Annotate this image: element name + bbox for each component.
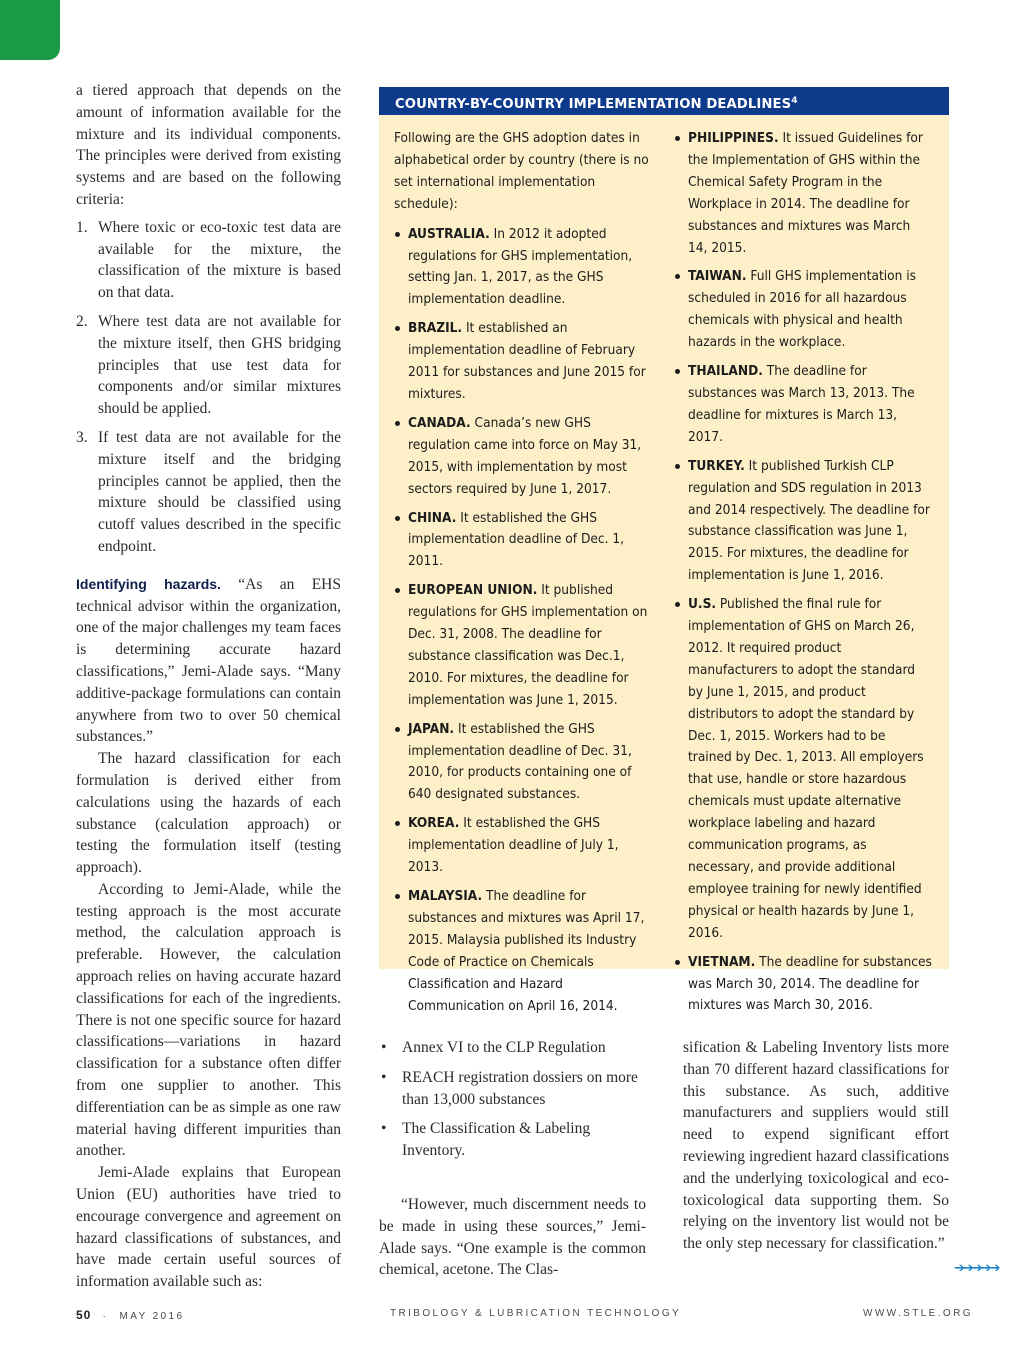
country-item bbox=[674, 361, 932, 449]
criteria-item bbox=[76, 311, 341, 420]
quote-paragraph: “However, much discernment needs to be made in using these sources,” Jemi-Alade says. “One example is the common chemical, acetone. The Clas- bbox=[379, 1195, 646, 1279]
country-item bbox=[674, 952, 932, 1018]
country-text: Full GHS implementation is scheduled in 2016 for all hazardous chemicals with physical and health hazards in the workplace. bbox=[688, 268, 917, 351]
country-text: It published Turkish CLP regulation and SDS regulation in 2013 and 2014 respectively. The deadline for substance classification was June 1, 2015. For mixtures, the deadline for implementation is June 1, 2016. bbox=[688, 457, 930, 584]
sidebar-title bbox=[379, 87, 949, 115]
criteria-number: 1. bbox=[76, 218, 88, 236]
country-item bbox=[394, 224, 656, 312]
issue-date: MAY 2016 bbox=[119, 1311, 185, 1322]
country-text: It established an implementation deadline of February 2011 for substances and June 2015 for mixtures. bbox=[408, 320, 646, 402]
country-name: TAIWAN. bbox=[688, 268, 747, 285]
country-text: It issued Guidelines for the Implementation of GHS within the Chemical Safety Program in the Workplace in 2014. The deadline for substances and mixtures was March 14, 2015. bbox=[688, 130, 923, 256]
country-item bbox=[394, 413, 656, 501]
country-item bbox=[394, 813, 656, 879]
country-name: THAILAND. bbox=[688, 363, 763, 380]
country-text: It established the GHS implementation deadline of Dec. 1, 2011. bbox=[408, 509, 625, 570]
country-name: KOREA. bbox=[408, 815, 460, 832]
sources-list bbox=[379, 1037, 646, 1162]
country-name: TURKEY. bbox=[688, 457, 745, 474]
continued-paragraph: sification & Labeling Inventory lists more than 70 different hazard classifications for this substance. As such, additive manufacturers and suppliers would still need to expend significant effort reviewing ingredient hazard classifications and the underlying toxicological and eco-toxicological data supporting them. So relying on the inventory list would not be the only step necessary for classification.” bbox=[683, 1039, 949, 1253]
left-column bbox=[76, 80, 341, 1293]
country-item bbox=[674, 456, 932, 587]
footnote-ref: 4 bbox=[791, 96, 798, 106]
country-text: Canada’s new GHS regulation came into force on May 31, 2015, with implementation by most sectors required by June 1, 2017. bbox=[408, 414, 642, 497]
country-name: BRAZIL. bbox=[408, 320, 463, 337]
country-text: It established the GHS implementation deadline of July 1, 2013. bbox=[408, 815, 619, 876]
country-item bbox=[394, 580, 656, 711]
website-link[interactable]: WWW.STLE.ORG bbox=[863, 1308, 973, 1319]
body-paragraph: Jemi-Alade explains that European Union (EU) authorities have tried to encourage convergence and agreement on hazard classifications of substances, and have made certain useful sources of information available such as: bbox=[76, 1164, 341, 1291]
country-name: U.S. bbox=[688, 596, 717, 613]
criteria-text: If test data are not available for the mixture itself and the bridging principles cannot be applied, then the mixture should be classified using cutoff values described in the specific endpoint. bbox=[98, 428, 341, 555]
hazards-paragraph bbox=[76, 574, 341, 748]
footer-separator: · bbox=[102, 1311, 109, 1322]
country-text: It established the GHS implementation deadline of Dec. 31, 2010, for products containing one of 640 designated substances. bbox=[408, 720, 632, 803]
country-text: The deadline for substances was March 13, 2013. The deadline for mixtures is March 13, 2017. bbox=[688, 363, 915, 445]
country-name: JAPAN. bbox=[408, 720, 455, 737]
country-text: Published the final rule for implementation of GHS on March 26, 2012. It required product manufacturers to adopt the standard by June 1, 2015, and product distributors to adopt the standard by Dec. 1, 2015. Workers had to be trained by Dec. 1, 2013. All employers that use, handle or store hazardous chemicals must update alternative workplace labeling and hazard communication programs, as necessary, and provide additional employee training for newly identified physical or health hazards by June 1, 2016. bbox=[688, 596, 924, 941]
country-name: MALAYSIA. bbox=[408, 888, 483, 904]
country-list bbox=[674, 128, 932, 1017]
right-column bbox=[683, 1037, 949, 1255]
criteria-number: 2. bbox=[76, 312, 88, 330]
section-tab-marker bbox=[0, 0, 60, 60]
country-item bbox=[394, 318, 656, 406]
country-text: It published regulations for GHS implementation on Dec. 31, 2008. The deadline for substance classification was Dec.1, 2010. For mixtures, the deadline for implementation was June 1, 2015. bbox=[408, 582, 648, 708]
hazards-heading: Identifying hazards. bbox=[76, 575, 221, 592]
criteria-item bbox=[76, 217, 341, 304]
country-item bbox=[674, 594, 932, 945]
criteria-number: 3. bbox=[76, 428, 88, 446]
sidebar-column-right bbox=[674, 128, 932, 1024]
body-paragraph: The hazard classification for each formulation is derived either from calculations using the hazards of each substance (calculation approach) or testing the formulation itself (testing approach). bbox=[76, 750, 341, 877]
publication-name: TRIBOLOGY & LUBRICATION TECHNOLOGY bbox=[390, 1308, 682, 1319]
country-item bbox=[674, 128, 932, 259]
footer-left bbox=[76, 1308, 184, 1322]
intro-paragraph: a tiered approach that depends on the amount of information available for the mixture and its individual components. The principles were derived from existing systems and are based on the following criteria: bbox=[76, 82, 341, 208]
country-list bbox=[394, 224, 656, 1018]
country-item bbox=[394, 508, 656, 574]
country-name: AUSTRALIA. bbox=[408, 225, 490, 242]
country-name: CHINA. bbox=[408, 509, 457, 526]
sidebar-intro: Following are the GHS adoption dates in alphabetical order by country (there is no set international implementation schedule): bbox=[394, 130, 649, 212]
country-text: In 2012 it adopted regulations for GHS implementation, setting Jan. 1, 2017, as the GHS implementation deadline. bbox=[408, 225, 633, 308]
body-paragraph: According to Jemi-Alade, while the testing approach is the most accurate method, the calculation approach is preferable. However, the calculation approach relies on having accurate hazard classifications for each of the ingredients. There is not one specific source for hazard classifications—variations in hazard classification for a substance often differ from one supplier to another. This differentiation can be as simple as one raw material having different impurities than another. bbox=[76, 880, 341, 1160]
country-name: VIETNAM. bbox=[688, 953, 756, 970]
source-item: • REACH registration dossiers on more than 13,000 substances bbox=[379, 1067, 646, 1111]
criteria-text: Where toxic or eco-toxic test data are available for the mixture, the classification of the mixture is based on that data. bbox=[98, 218, 341, 302]
country-name: PHILIPPINES. bbox=[688, 130, 779, 146]
criteria-item bbox=[76, 427, 341, 558]
country-item bbox=[394, 886, 656, 1017]
source-item: • The Classification & Labeling Inventory. bbox=[379, 1118, 646, 1162]
page-number: 50 bbox=[76, 1308, 92, 1322]
country-name: CANADA. bbox=[408, 414, 471, 431]
country-item bbox=[674, 266, 932, 354]
hazards-text: “As an EHS technical advisor within the organization, one of the major challenges my team faces is determining accurate hazard classifications,” Jemi-Alade says. “Many additive-package formulations can contain anywhere from two to over 50 chemical substances.” bbox=[76, 575, 341, 746]
continue-arrows-icon: ➔➔➔➔➔ bbox=[954, 1261, 999, 1276]
source-item: • Annex VI to the CLP Regulation bbox=[379, 1037, 646, 1059]
criteria-list bbox=[76, 217, 341, 558]
country-item bbox=[394, 719, 656, 807]
country-text: The deadline for substances and mixtures was April 17, 2015. Malaysia published its Industry Code of Practice on Chemicals Classification and Hazard Communication on April 16, 2014. bbox=[408, 888, 645, 1014]
middle-column bbox=[379, 1037, 646, 1281]
implementation-deadlines-sidebar bbox=[379, 87, 949, 1014]
country-name: EUROPEAN UNION. bbox=[408, 582, 538, 599]
country-text: The deadline for substances was March 30, 2014. The deadline for mixtures was March 30, 2016. bbox=[688, 953, 932, 1014]
sidebar-column-left bbox=[394, 128, 656, 1024]
sidebar-title-text: COUNTRY-BY-COUNTRY IMPLEMENTATION DEADLINES bbox=[395, 97, 792, 112]
criteria-text: Where test data are not available for the mixture itself, then GHS bridging principles that use test data for components and/or similar mixtures should be applied. bbox=[98, 312, 341, 418]
